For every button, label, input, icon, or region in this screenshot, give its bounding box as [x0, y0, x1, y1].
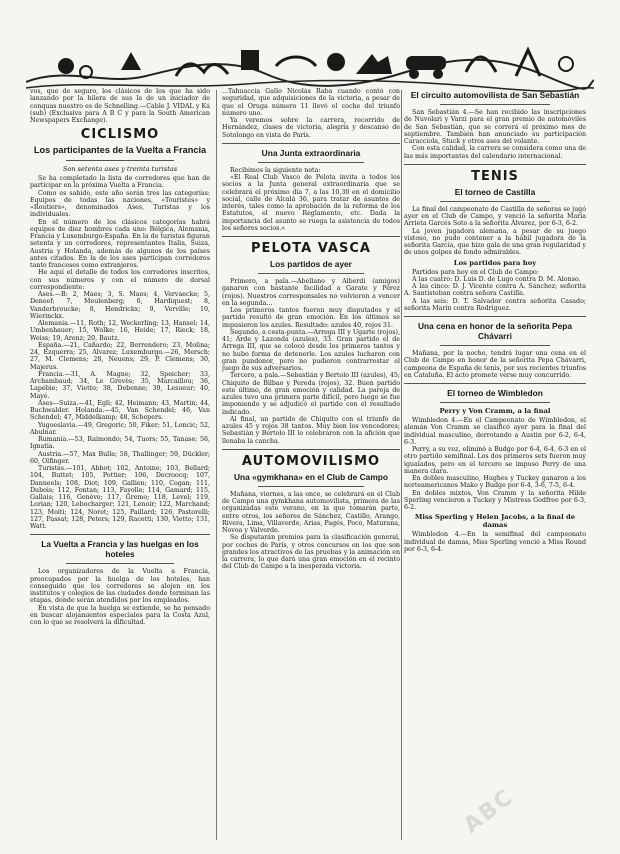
article-text: Wimbledon 4.—En la semifinal del campeonato individual de damas, Miss Sperling venció a Miss Round por 6-3, 6-4.: [404, 531, 586, 553]
subheadline: Miss Sperling y Helen Jacobs, a la final de damas: [414, 513, 576, 530]
article-text: La joven jugadora alemana, a pesar de su juego vistoso, no pudo contener a la hábil jugadora de la señorita García, que hizo gala de una gran regularidad y de unos golpes de fondo admirables.: [404, 227, 586, 257]
article-text: Primero, a pala.—Abellano y Alberdi (amigos) ganaron con bastante facilidad a Garate y Pérez (rojos). Nuestros corresponsales no volvieron a vencer en la segunda...: [222, 278, 400, 307]
headline: Una Junta extraordinaria: [261, 147, 361, 158]
section-title-tenis: TENIS: [471, 168, 519, 184]
article-text: «El Real Club Vasco de Pelota invita a todos los socios a la Junta general extraordinaria que se celebrará el próximo día 7, a las 10,30 en el domicilio social, calle de Alcalá 36, para tratar de asuntos de interés, tales como la aprobación de la reforma de los Estatutos, el nuevo Reglamento, etc. Dada la importancia del asunto se ruega la asistencia de todos los señores socios.»: [222, 174, 400, 232]
divider: [404, 164, 586, 165]
article-text: Ases—Suiza.—41, Egli; 42, Heimann; 43, Martin; 44, Buchwalder. Holanda.—45, Van Schendel; 46, Van Schendel; 47, Middelkamp; 48, Schepers.: [30, 399, 210, 422]
watermark: ABC: [459, 784, 519, 839]
divider: [66, 160, 174, 161]
article-text: La final del campeonato de Castilla de señoras se jugó ayer en el Club de Campo, y venció la señorita María Arrieta Garcés Soto a la señorita Álvarez, por 6-3, 6-2.: [404, 205, 586, 228]
column-1: [30, 88, 210, 848]
column-3: [404, 88, 586, 848]
article-text: Al final, un partido de Chiquito con el triunfo de azules 45 y rojos 38 tantos. Muy bien los vencedores; Sebastián y Bertolo III lo celebraron con la afición que llenaba la cancha.: [222, 415, 400, 445]
article-text: San Sebastián 4.—Se han recibido las inscripciones de Nuvolari y Varzi para el gran premio de automóviles de San Sebastián, que se correrá el próximo mes de septiembre. También han anunciado su participación Caracciola, Stuck y otros ases del volante.: [404, 109, 586, 145]
article-text: Se ha completado la lista de corredores que han de participar en la próxima Vuelta a Francia.: [30, 175, 210, 190]
column-divider: [216, 90, 217, 840]
divider: [258, 162, 365, 163]
article-text: A las cuatro: D. Luis D. de Lugo contra D. M. Alonso.: [412, 275, 581, 283]
article-text: A las seis: D. T. Salvador contra señorita Casado; señorita Marín contra Rodríguez.: [404, 297, 586, 312]
article-text: Recibimos la siguiente nota:: [230, 166, 321, 174]
subheadline: Perry y Von Cramm, a la final: [439, 407, 551, 415]
article-text: He aquí el detalle de todos los corredores inscritos, con sus números y con el número de dorsal correspondiente:: [30, 269, 210, 291]
divider: [404, 383, 586, 384]
column-divider: [401, 90, 402, 840]
sports-banner-illustration: [26, 36, 594, 92]
divider: [440, 104, 549, 105]
divider: [222, 143, 400, 144]
article-text: Se disputarán premios para la clasificación general, por coches de París, y otros concursos en los que son grandes los atractivos de las pruebas y la animación en la carrera, lo que dará una gran emoción en el recinto del Club de Campo a la inesperada victoria.: [222, 534, 400, 571]
headline: El torneo de Castilla: [454, 186, 536, 197]
article-text: Con esta calidad, la carrera se considera como una de las más importantes del calendario internacional.: [404, 145, 586, 160]
headline: Los partidos de ayer: [270, 259, 352, 269]
divider: [258, 273, 365, 274]
sports-illustration-icon: [26, 36, 594, 92]
section-title-automovilismo: AUTOMOVILISMO: [241, 453, 381, 469]
subheadline: Son setenta ases y treinta turistas: [62, 165, 178, 174]
article-text: A las cinco: D. J. Vicente contra A. Sánchez; señorita A. Santisteban contra señora Castilla.: [404, 283, 586, 298]
divider: [404, 316, 586, 317]
article-text: Alemania.—11, Roth; 12, Weckerling; 13, Hansel; 14, Umbenhauer; 15, Wolke; 16, Heide; 17, Rieck; 18, Weiss; 19, Arenz; 20, Bautz.: [30, 320, 210, 342]
article-text: Ases.—B: 2, Maes; 3, S. Maes; 4, Vervaecke; 5, Deneef; 7, Meulenberg; 6, Hardiquest; 8, Vanderbroucke; 8, Hendrickx; 9, Verville; 10, Wierinckx.: [30, 291, 210, 320]
divider: [222, 449, 400, 450]
divider: [30, 534, 210, 535]
divider: [440, 402, 549, 403]
article-text: Mañana, por la noche, tendrá lugar una cena en el Club de Campo en honor de la señorita Pepa Chávarri, campeona de España de tenis, por sus recientes triunfos en Cataluña. El acto promete verse muy concurrido.: [404, 350, 586, 379]
article-text: Rumania.—53, Raimondo; 54, Tuors; 55, Tanase; 56, Ignatia.: [30, 436, 210, 451]
article-text: Wimbledon 4.—En el Campeonato de Wimbledon, el alemán Von Cramm se clasificó ayer para la final del individual masculino, derrotando a Austin por 6-2, 6-4, 6-3.: [404, 417, 586, 446]
article-text: Yugoeslavia.—49, Gregoric; 50, Fiker; 51, Loncic; 52, Abulnar.: [30, 421, 210, 436]
article-text: vos, que de seguro, los clásicos de los que ha sido lanzando por la hilera de sus la de un iniciador de conquas nuestro es de Schnelling.—Cable J. VIDAL y Ká (sub) (Exclusiva para A B C y para la South American Newspapers Exchange).: [30, 88, 210, 124]
headline: Los participantes de la Vuelta a Francia: [33, 145, 207, 156]
subheadline: Los partidos para hoy: [453, 258, 537, 267]
headline: El circuito automovilista de San Sebastián: [410, 90, 580, 100]
article-text: Austria.—57, Max Bulla; 58, Thallinger; 59, Dückler; 60, Olfinger.: [30, 450, 210, 465]
section-title-ciclismo: CICLISMO: [80, 127, 160, 143]
divider: [258, 486, 365, 487]
divider: [440, 201, 549, 202]
article-text: En el número de los clásicos categorías habrá equipos de diez hombres cada uno: Bélgica, Alemania, Francia y Luxemburgo-España. En la de turistas figuran setenta y un corredores, representantes Italia, Suiza, Austria y Holanda, además de algunos de los países antes citados. En la de los ases participan corredores tanto franceses como extranjeros.: [30, 218, 210, 270]
article-text: Los primeros tantos fueron muy disputados y el partido resultó de gran emoción. En los últimos se impusieron los azules. Resultado: azules 40, rojos 31.: [222, 307, 400, 329]
divider: [66, 563, 174, 564]
article-text: En dobles mixtos, Von Cramm y la señorita Hilde Sperling vencieron a Tuckey y Mistress Godfree por 6-3, 6-2.: [404, 489, 586, 511]
article-text: En dobles masculino, Hughes y Tuckey ganaron a los norteamericanos Mako y Budge por 6-4, 3-6, 7-5, 6-4.: [404, 475, 586, 490]
section-title-pelota-vasca: PELOTA VASCA: [251, 241, 371, 256]
divider: [222, 236, 400, 237]
article-text: ...Tahuaccia Gallo Nicolás Raba cuando contó con seguridad, que adquisiciones de la victoria, a pesar de que el Oruga número 11 llevó el coche del triunfo número uno.: [222, 88, 400, 117]
article-text: Partidos para hoy en el Club de Campo:: [412, 268, 539, 276]
headline: Una cena en honor de la señorita Pepa Chávarri: [417, 321, 573, 341]
article-text: España.—21, Cañardo; 22, Berrendero; 23, Molina; 24, Ezquerra; 25, Alvarez; Luxemburgo.—26, Mersch; 27, M. Clemens; 28, Neuens; 29, P. Clemens; 30, Majerus.: [30, 341, 210, 371]
headline: Una «gymkhana» en el Club de Campo: [233, 471, 389, 482]
article-text: Los organizadores de la Vuelta a Francia, preocupados por la huelga de los hoteles, han conseguido que los corredores se alojen en los institutos y colegios de las ciudades donde terminan las etapas, donde serán atendidos por los empleados.: [30, 568, 210, 605]
article-text: Francia.—31, A. Magne; 32, Speicher; 33, Archambaud; 34, Le Grevès; 35, Marcaillou; 36, Lapébie; 37, Vietto; 38, Debenne; 39, Lesueur; 40, Mayé.: [30, 370, 210, 400]
article-text: Ya veremos sobre la carrera, recorrido de Hernández, clases de victoria, alegría y descanso de Sotolongo en vista de París.: [222, 117, 400, 139]
article-text: Tercero, a pala.—Sebastián y Bertolo III (azules), 45; Chiquito de Bilbao y Pereda (rojos), 32. Buen partido este último, de gran emoción y calidad. La pareja de azules tuvo una primera parte difícil, pero luego se fue imponiendo y se adjudicó el partido con el resultado indicado.: [222, 372, 400, 416]
article-text: Perry, a su vez, eliminó a Budge por 6-4, 6-4, 6-3 en el otro partido semifinal. Los dos primeros sets fueron muy igualados, pero en el tercero se impuso Perry de una manera clara.: [404, 446, 586, 475]
article-text: Como es sabido, este año serán tres las categorías: Equipos de todas las naciones, «Touristes» y «Routiers», denominados Ases, Turistas y los individuales.: [30, 189, 210, 219]
article-text: En vista de que la huelga se extiende, se ha pensado en buscar alojamientos especiales para la Costa Azul, con lo que se resolverá la dificultad.: [30, 604, 210, 627]
article-text: Mañana, viernes, a las once, se celebrará en el Club de Campo una gymkhana automovilista, primera de las organizadas este verano, en la que tomarán parte, entre otros, los señores de Sánchez, Castillo, Arango, Rivera, Lima, Villaverde, Arias, Pagés, Poco, Maturana, Novoa y Valverde.: [222, 490, 400, 534]
column-2: [222, 88, 400, 848]
divider: [440, 345, 549, 346]
article-text: Segundo, a cesta-punta.—Arrega III y Ugarte (rojos), 41; Arde y Lazonda (azules), 33. Gran partido el de Arrega III, que se colocó desde los primeros tantos y no hubo forma de detenerle. Los azules lucharon con gran pundonor, pero no pudieron contrarrestar el juego de sus adversarios.: [222, 328, 400, 372]
headline: La Vuelta a Francia y las huelgas en los hoteles: [41, 539, 199, 560]
article-text: Turistas.—101, Abbot; 102, Antoine; 103, Bellard; 104, Buttet; 105, Pottier; 106, Decroocq; 107, Danneels; 108, Diot; 109, Gallien; 110, Cogan; 111, Dubois; 112, Fontan; 113, Fayolle; 114, Gamard; 115, Gallais; 116, Genève; 117, Gremo; 118, Level; 119, Lorian; 120, Lebocharger; 121, Lenoir; 122, Marchand; 123, Moiti; 124, Noret; 125, Paillard; 126, Pastorelli; 127, Passat; 128, Peters; 129, Racetti; 130, Vietto; 131, Watt.: [30, 465, 210, 531]
headline: El torneo de Wimbledon: [447, 388, 543, 398]
